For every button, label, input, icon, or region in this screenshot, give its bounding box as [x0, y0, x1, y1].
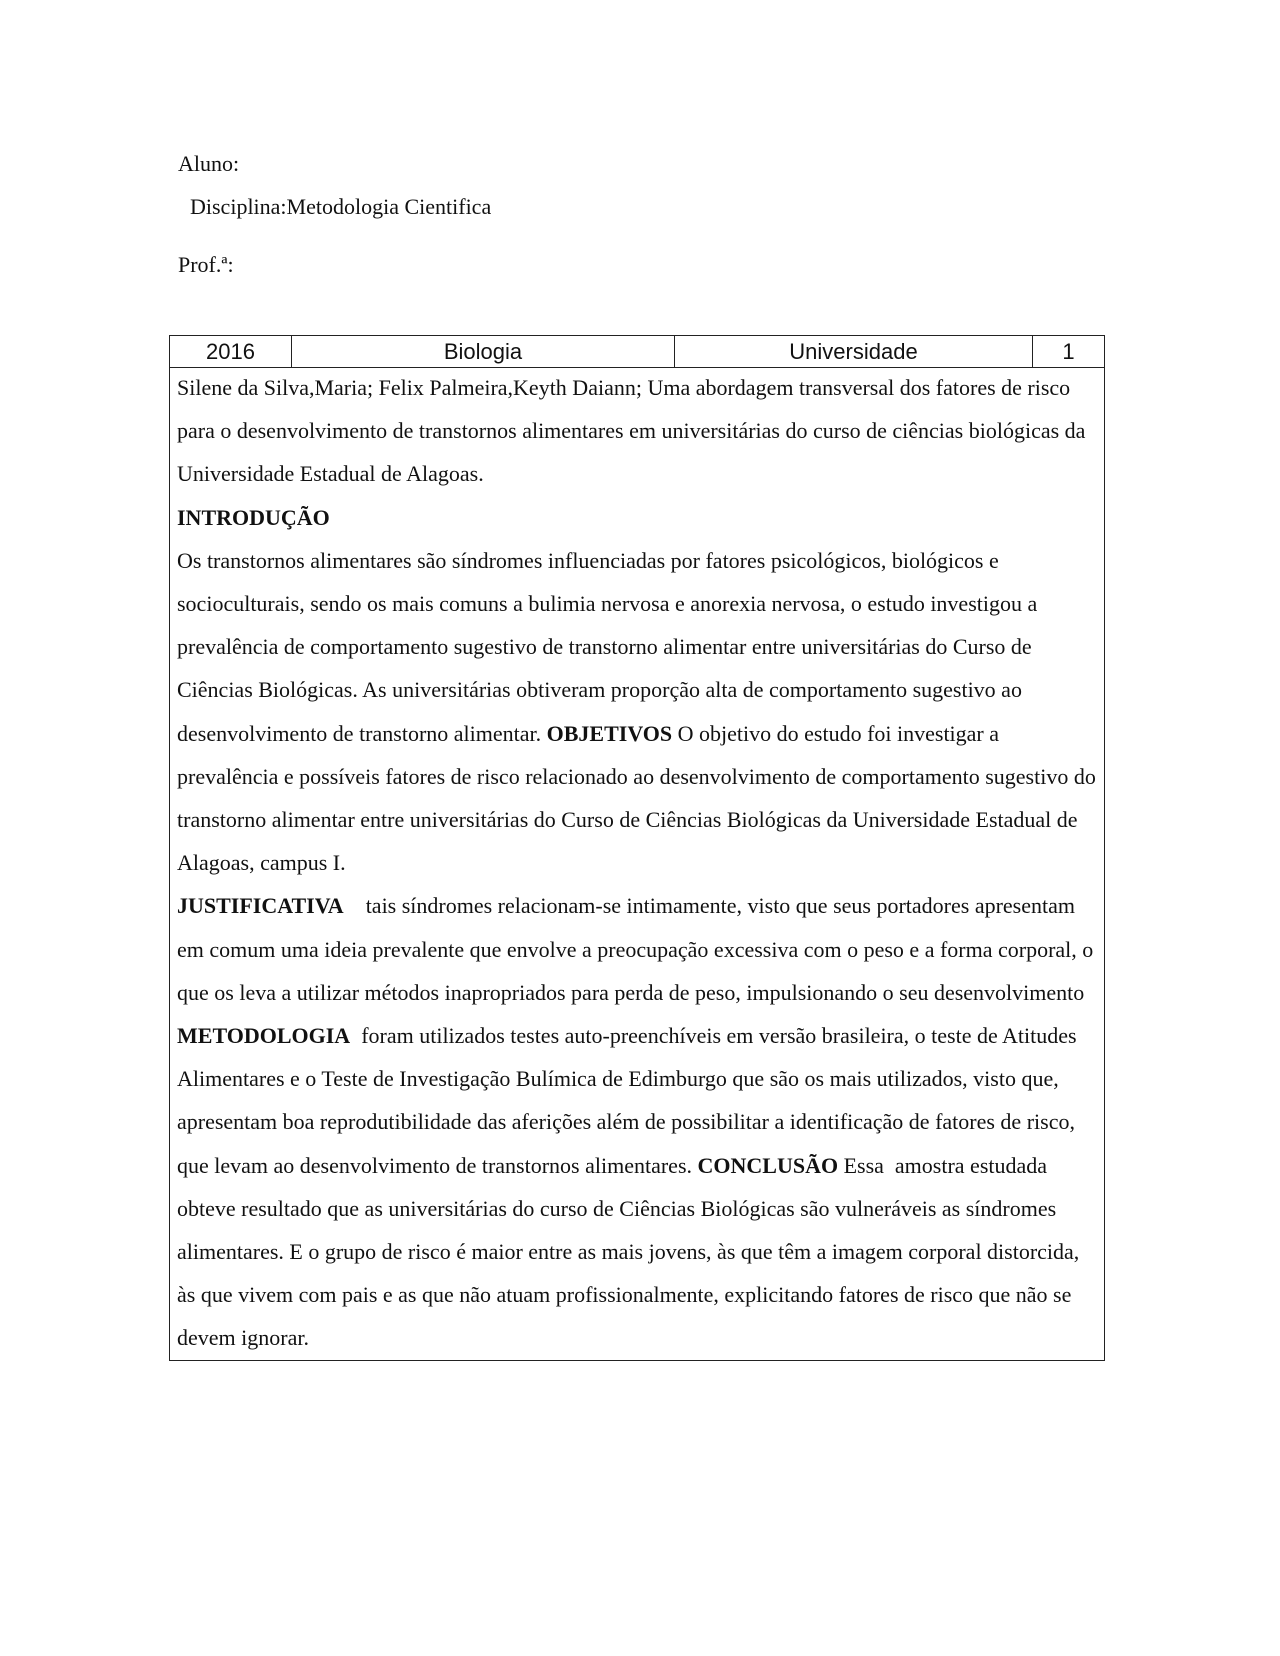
objetivos-text: O objetivo do estudo foi investigar a prevalência e possíveis fatores de risco relacionado ao desenvolvimento de comportamento sugestivo do transtorno alimentar entre universitárias do Curso de Ciências Biológicas da Universidade Estadual de Alagoas, campus I. — [177, 720, 1096, 876]
year-cell: 2016 — [170, 336, 292, 367]
summary-body — [170, 366, 1104, 1360]
professor-label: Prof.ª: — [178, 252, 234, 277]
objetivos-heading: OBJETIVOS — [546, 720, 673, 746]
institution-cell: Universidade — [675, 336, 1033, 367]
reference-paragraph: Silene da Silva,Maria; Felix Palmeira,Keyth Daiann; Uma abordagem transversal dos fatores de risco para o desenvolvimento de transtornos alimentares em universitárias do curso de ciências biológicas da Universidade Estadual de Alagoas. — [177, 375, 1086, 487]
intro-heading: INTRODUÇÃO — [177, 504, 330, 530]
summary-card — [169, 335, 1105, 1361]
justificativa-heading: JUSTIFICATIVA — [177, 893, 344, 919]
disciplina-label: Disciplina:Metodologia Cientifica — [190, 194, 492, 219]
meta-row — [170, 336, 1104, 368]
justification-paragraph — [177, 884, 1099, 1359]
metodologia-text: foram utilizados testes auto-preenchíveis em versão brasileira, o teste de Atitudes Alimentares e o Teste de Investigação Bulímica de Edimburgo que são os mais utilizados, visto que, apresentam boa reprodutibilidade das aferições além de possibilitar a identificação de fatores de risco, que levam ao desenvolvimento de transtornos alimentares. — [177, 1023, 1081, 1178]
conclusao-text: Essa amostra estudada obteve resultado que as universitárias do curso de Ciências Biológicas são vulneráveis as síndromes alimentares. E o grupo de risco é maior entre as mais jovens, às que têm a imagem corporal distorcida, às que vivem com pais e as que não atuam profissionalmente, explicitando fatores de risco que não se devem ignorar. — [177, 1152, 1085, 1351]
justificativa-text: tais síndromes relacionam-se intimamente, visto que seus portadores apresentam em comum uma ideia prevalente que envolve a preocupação excessiva com o peso e a forma corporal, o que os leva a utilizar métodos inapropriados para perda de peso, impulsionando o seu desenvolvimento — [177, 893, 1099, 1005]
conclusao-heading: CONCLUSÃO — [697, 1152, 839, 1178]
main-paragraph — [177, 539, 1096, 885]
metodologia-heading: METODOLOGIA — [177, 1023, 351, 1049]
course-cell: Biologia — [292, 336, 675, 367]
intro-text: Os transtornos alimentares são síndromes influenciadas por fatores psicológicos, biológicos e socioculturais, sendo os mais comuns a bulimia nervosa e anorexia nervosa, o estudo investigou a prevalência de comportamento sugestivo de transtorno alimentar entre universitárias do Curso de Ciências Biológicas. As universitárias obtiveram proporção alta de comportamento sugestivo ao desenvolvimento de transtorno alimentar. — [177, 547, 1038, 746]
aluno-label: Aluno: — [178, 151, 240, 176]
page-number-cell: 1 — [1062, 338, 1075, 364]
